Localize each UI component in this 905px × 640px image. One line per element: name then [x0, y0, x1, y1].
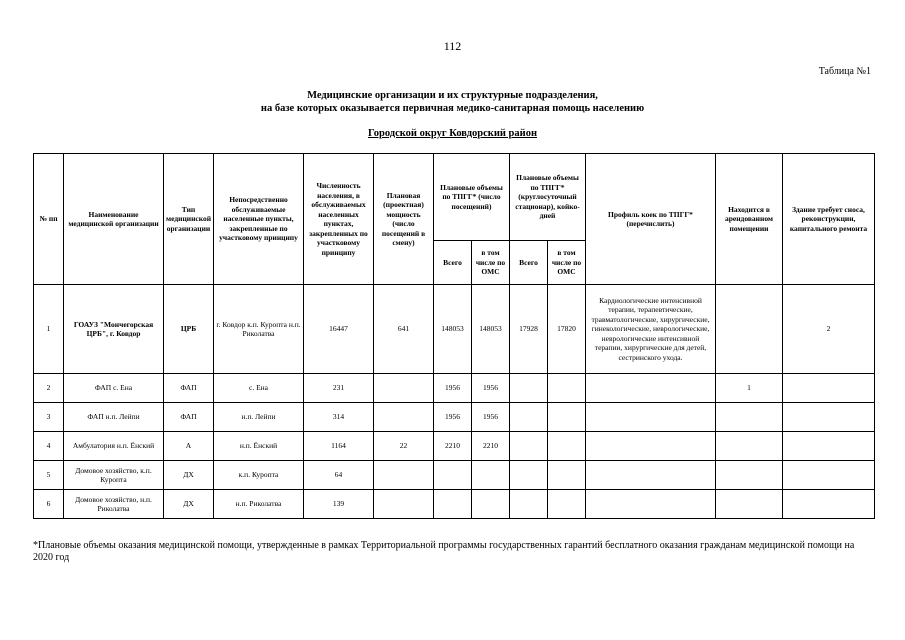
cell-building [783, 432, 875, 461]
cell-points: к.п. Куропта [214, 461, 304, 490]
cell-num: 1 [34, 285, 64, 374]
header-tpgg-days: Плановые объемы по ТПГГ* (круглосуточный стационар), койко-дней [510, 154, 586, 241]
table-row [34, 374, 875, 403]
cell-capacity [374, 461, 434, 490]
cell-days-total [510, 461, 548, 490]
cell-population: 139 [304, 490, 374, 519]
header-visits-oms: в том числе по ОМС [472, 241, 510, 285]
table-row [34, 432, 875, 461]
cell-rented [716, 461, 783, 490]
cell-rented [716, 432, 783, 461]
cell-points: г. Ковдор к.п. Куропта н.п. Риколатва [214, 285, 304, 374]
cell-capacity [374, 374, 434, 403]
page-number: 112 [443, 39, 462, 53]
cell-name: Амбулатория н.п. Ёнский [64, 432, 164, 461]
cell-capacity [374, 403, 434, 432]
cell-visits-total: 1956 [434, 374, 472, 403]
cell-type: ДХ [164, 461, 214, 490]
cell-rented [716, 490, 783, 519]
cell-profile: Кардиологические интенсивной терапии, терапевтические, травматологические, хирургические, гинекологические, неврологические, неврологические интенсивной терапии, хирургические для детей, сестринского ухода. [586, 285, 716, 374]
cell-num: 5 [34, 461, 64, 490]
cell-days-total [510, 374, 548, 403]
cell-population: 64 [304, 461, 374, 490]
title-line-2: на базе которых оказывается первичная медико-санитарная помощь населению [260, 103, 645, 114]
cell-population: 314 [304, 403, 374, 432]
cell-type: ФАП [164, 374, 214, 403]
cell-building [783, 461, 875, 490]
table-row [34, 285, 875, 374]
cell-name: ФАП н.п. Лейпи [64, 403, 164, 432]
cell-num: 4 [34, 432, 64, 461]
cell-capacity: 641 [374, 285, 434, 374]
header-type: Тип медицинской организации [164, 154, 214, 285]
cell-num: 2 [34, 374, 64, 403]
cell-visits-oms [472, 461, 510, 490]
cell-points: н.п. Лейпи [214, 403, 304, 432]
cell-profile [586, 374, 716, 403]
cell-building [783, 374, 875, 403]
cell-visits-total: 1956 [434, 403, 472, 432]
cell-days-total [510, 403, 548, 432]
footnote: *Плановые объемы оказания медицинской помощи, утвержденные в рамках Территориальной программы государственных гарантий бесплатного оказания гражданам медицинской помощи на 2020 год [33, 540, 855, 563]
cell-rented: 1 [716, 374, 783, 403]
cell-points: н.п. Риколатва [214, 490, 304, 519]
header-num: № пп [34, 154, 64, 285]
cell-profile [586, 432, 716, 461]
cell-visits-oms [472, 490, 510, 519]
cell-type: А [164, 432, 214, 461]
document-title [0, 89, 905, 115]
header-capacity: Плановая (проектная) мощность (число посещений в смену) [374, 154, 434, 285]
cell-visits-total: 2210 [434, 432, 472, 461]
cell-building: 2 [783, 285, 875, 374]
cell-days-oms [548, 490, 586, 519]
cell-days-oms [548, 374, 586, 403]
header-profile: Профиль коек по ТПГГ* (перечислить) [586, 154, 716, 285]
cell-name: ФАП с. Ена [64, 374, 164, 403]
cell-capacity: 22 [374, 432, 434, 461]
cell-days-oms [548, 432, 586, 461]
cell-name: Домовое хозяйство, к.п. Куропта [64, 461, 164, 490]
table-label: Таблица №1 [818, 66, 871, 77]
header-points: Непосредственно обслуживаемые населенные пункты, закрепленные по участковому принципу [214, 154, 304, 285]
cell-type: ЦРБ [164, 285, 214, 374]
cell-building [783, 490, 875, 519]
cell-name: ГОАУЗ "Мончегорская ЦРБ", г. Ковдор [64, 285, 164, 374]
header-days-oms: в том числе по ОМС [548, 241, 586, 285]
cell-days-oms [548, 461, 586, 490]
cell-population: 1164 [304, 432, 374, 461]
cell-days-oms: 17820 [548, 285, 586, 374]
cell-name: Домовое хозяйство, н.п. Риколатва [64, 490, 164, 519]
header-days-total: Всего [510, 241, 548, 285]
header-name: Наименование медицинской организации [64, 154, 164, 285]
cell-days-total [510, 432, 548, 461]
cell-population: 231 [304, 374, 374, 403]
cell-points: н.п. Ёнский [214, 432, 304, 461]
header-population: Численность населения, в обслуживаемых населенных пунктах, закрепленных по участковому принципу [304, 154, 374, 285]
cell-rented [716, 403, 783, 432]
cell-visits-oms: 2210 [472, 432, 510, 461]
cell-days-total: 17928 [510, 285, 548, 374]
cell-profile [586, 403, 716, 432]
cell-type: ФАП [164, 403, 214, 432]
cell-days-total [510, 490, 548, 519]
cell-rented [716, 285, 783, 374]
cell-profile [586, 490, 716, 519]
cell-visits-oms: 148053 [472, 285, 510, 374]
cell-visits-oms: 1956 [472, 403, 510, 432]
cell-points: с. Ена [214, 374, 304, 403]
header-building: Здание требует сноса, реконструкции, капитального ремонта [783, 154, 875, 285]
table-row [34, 403, 875, 432]
cell-visits-oms: 1956 [472, 374, 510, 403]
cell-visits-total: 148053 [434, 285, 472, 374]
title-line-1: Медицинские организации и их структурные подразделения, [307, 90, 598, 101]
header-visits-total: Всего [434, 241, 472, 285]
cell-type: ДХ [164, 490, 214, 519]
cell-num: 6 [34, 490, 64, 519]
table-row [34, 490, 875, 519]
cell-num: 3 [34, 403, 64, 432]
cell-days-oms [548, 403, 586, 432]
header-tpgg-visits: Плановые объемы по ТПГГ* (число посещений) [434, 154, 510, 241]
header-rented: Находится в арендованном помещении [716, 154, 783, 285]
district-subtitle: Городской округ Ковдорский район [367, 128, 537, 139]
cell-population: 16447 [304, 285, 374, 374]
table-row [34, 461, 875, 490]
cell-visits-total [434, 490, 472, 519]
organizations-table [33, 153, 875, 519]
cell-capacity [374, 490, 434, 519]
cell-visits-total [434, 461, 472, 490]
cell-profile [586, 461, 716, 490]
cell-building [783, 403, 875, 432]
